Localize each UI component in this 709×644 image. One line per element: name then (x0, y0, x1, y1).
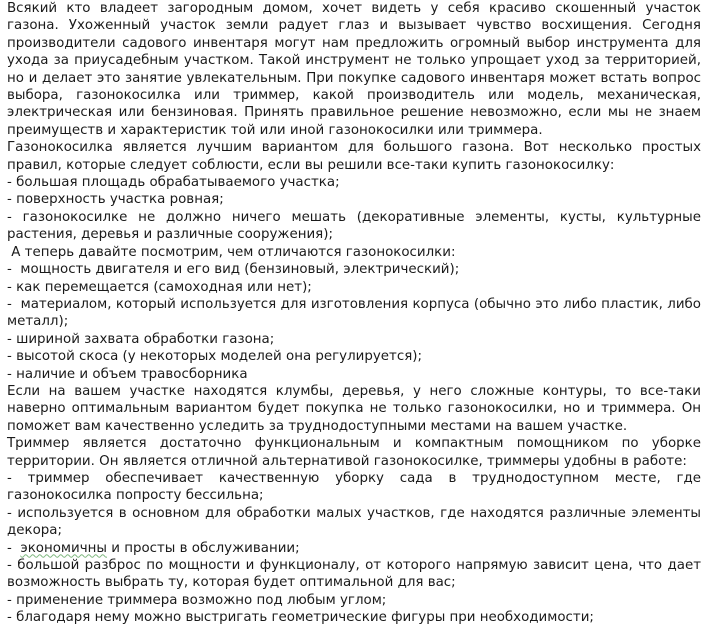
trimmer-suggestion-paragraph: Если на вашем участке находятся клумбы, деревья, у него сложные контуры, то все-таки наверно оптимальным вариантом будет покупка не только газонокосилки, но и триммера. Он поможет вам качественно уследить за труднодоступными местами на вашем участке. (7, 383, 701, 434)
list-item: - применение триммера возможно под любым углом; (7, 592, 387, 608)
lawnmower-paragraph: Газонокосилка является лучшим вариантом для большого газона. Вот несколько простых правил, которые следует соблюсти, если вы решили все-таки купить газонокосилку: (7, 140, 701, 173)
list-item-suffix: и просты в обслуживании; (106, 540, 300, 556)
differences-heading: А теперь давайте посмотрим, чем отличаются газонокосилки: (7, 244, 456, 260)
list-item: - газонокосилке не должно ничего мешать (декоративные элементы, кусты, культурные растения, деревья и различные сооружения); (7, 209, 701, 243)
list-item: - благодаря нему можно выстригать геометрические фигуры при необходимости; (7, 610, 594, 626)
list-item-prefix: - (7, 540, 21, 556)
list-item: - как перемещается (самоходная или нет); (7, 279, 312, 295)
list-item: - используется в основном для обработки малых участков, где находятся различные элементы декора; (7, 505, 701, 539)
intro-paragraph: Всякий кто владеет загородным домом, хочет видеть у себя красиво скошенный участок газона. Ухоженный участок земли радует глаз и вызывает чувство восхищения. Сегодня производители садового инвентаря могут нам предложить огромный выбор инструмента для ухода за приусадебным участком. Такой инструмент не только упрощает уход за территорией, но и делает это занятие увлекательным. При покупке садового инвентаря может встать вопрос выбора, газонокосилка или триммер, какой производитель или модель, механическая, электрическая или бензиновая. Принять правильное решение невозможно, если мы не знаем преимуществ и характеристик той или иной газонокосилки или триммера. (7, 1, 701, 138)
rules-list (7, 174, 701, 244)
list-item: - высотой скоса (у некоторых моделей она регулируется); (7, 349, 422, 365)
trimmer-paragraph: Триммер является достаточно функциональным и компактным помощником по уборке территории. Он является отличной альтернативой газонокосилке, триммеры удобны в работе: (7, 436, 701, 469)
list-item: - мощность двигателя и его вид (бензиновый, электрический); (7, 262, 460, 278)
list-item: - шириной захвата обработки газона; (7, 331, 275, 347)
list-item: - триммер обеспечивает качественную уборку сада в труднодоступном месте, где газонокосилка попросту бессильна; (7, 470, 701, 504)
list-item: - наличие и объем травосборника (7, 366, 248, 382)
spellcheck-word: экономичны (20, 540, 107, 556)
list-item (7, 540, 701, 557)
list-item: - материалом, который используется для изготовления корпуса (обычно это либо пластик, либо металл); (7, 296, 706, 330)
list-item: - большая площадь обрабатываемого участка; (7, 175, 340, 191)
list-item: - поверхность участка ровная; (7, 192, 224, 208)
differences-list (7, 261, 706, 383)
list-item: - большой разброс по мощности и функционалу, от которого напрямую зависит цена, что дает возможность выбрать ту, которая будет оптимальной для вас; (7, 558, 701, 591)
advantages-list (7, 470, 701, 627)
